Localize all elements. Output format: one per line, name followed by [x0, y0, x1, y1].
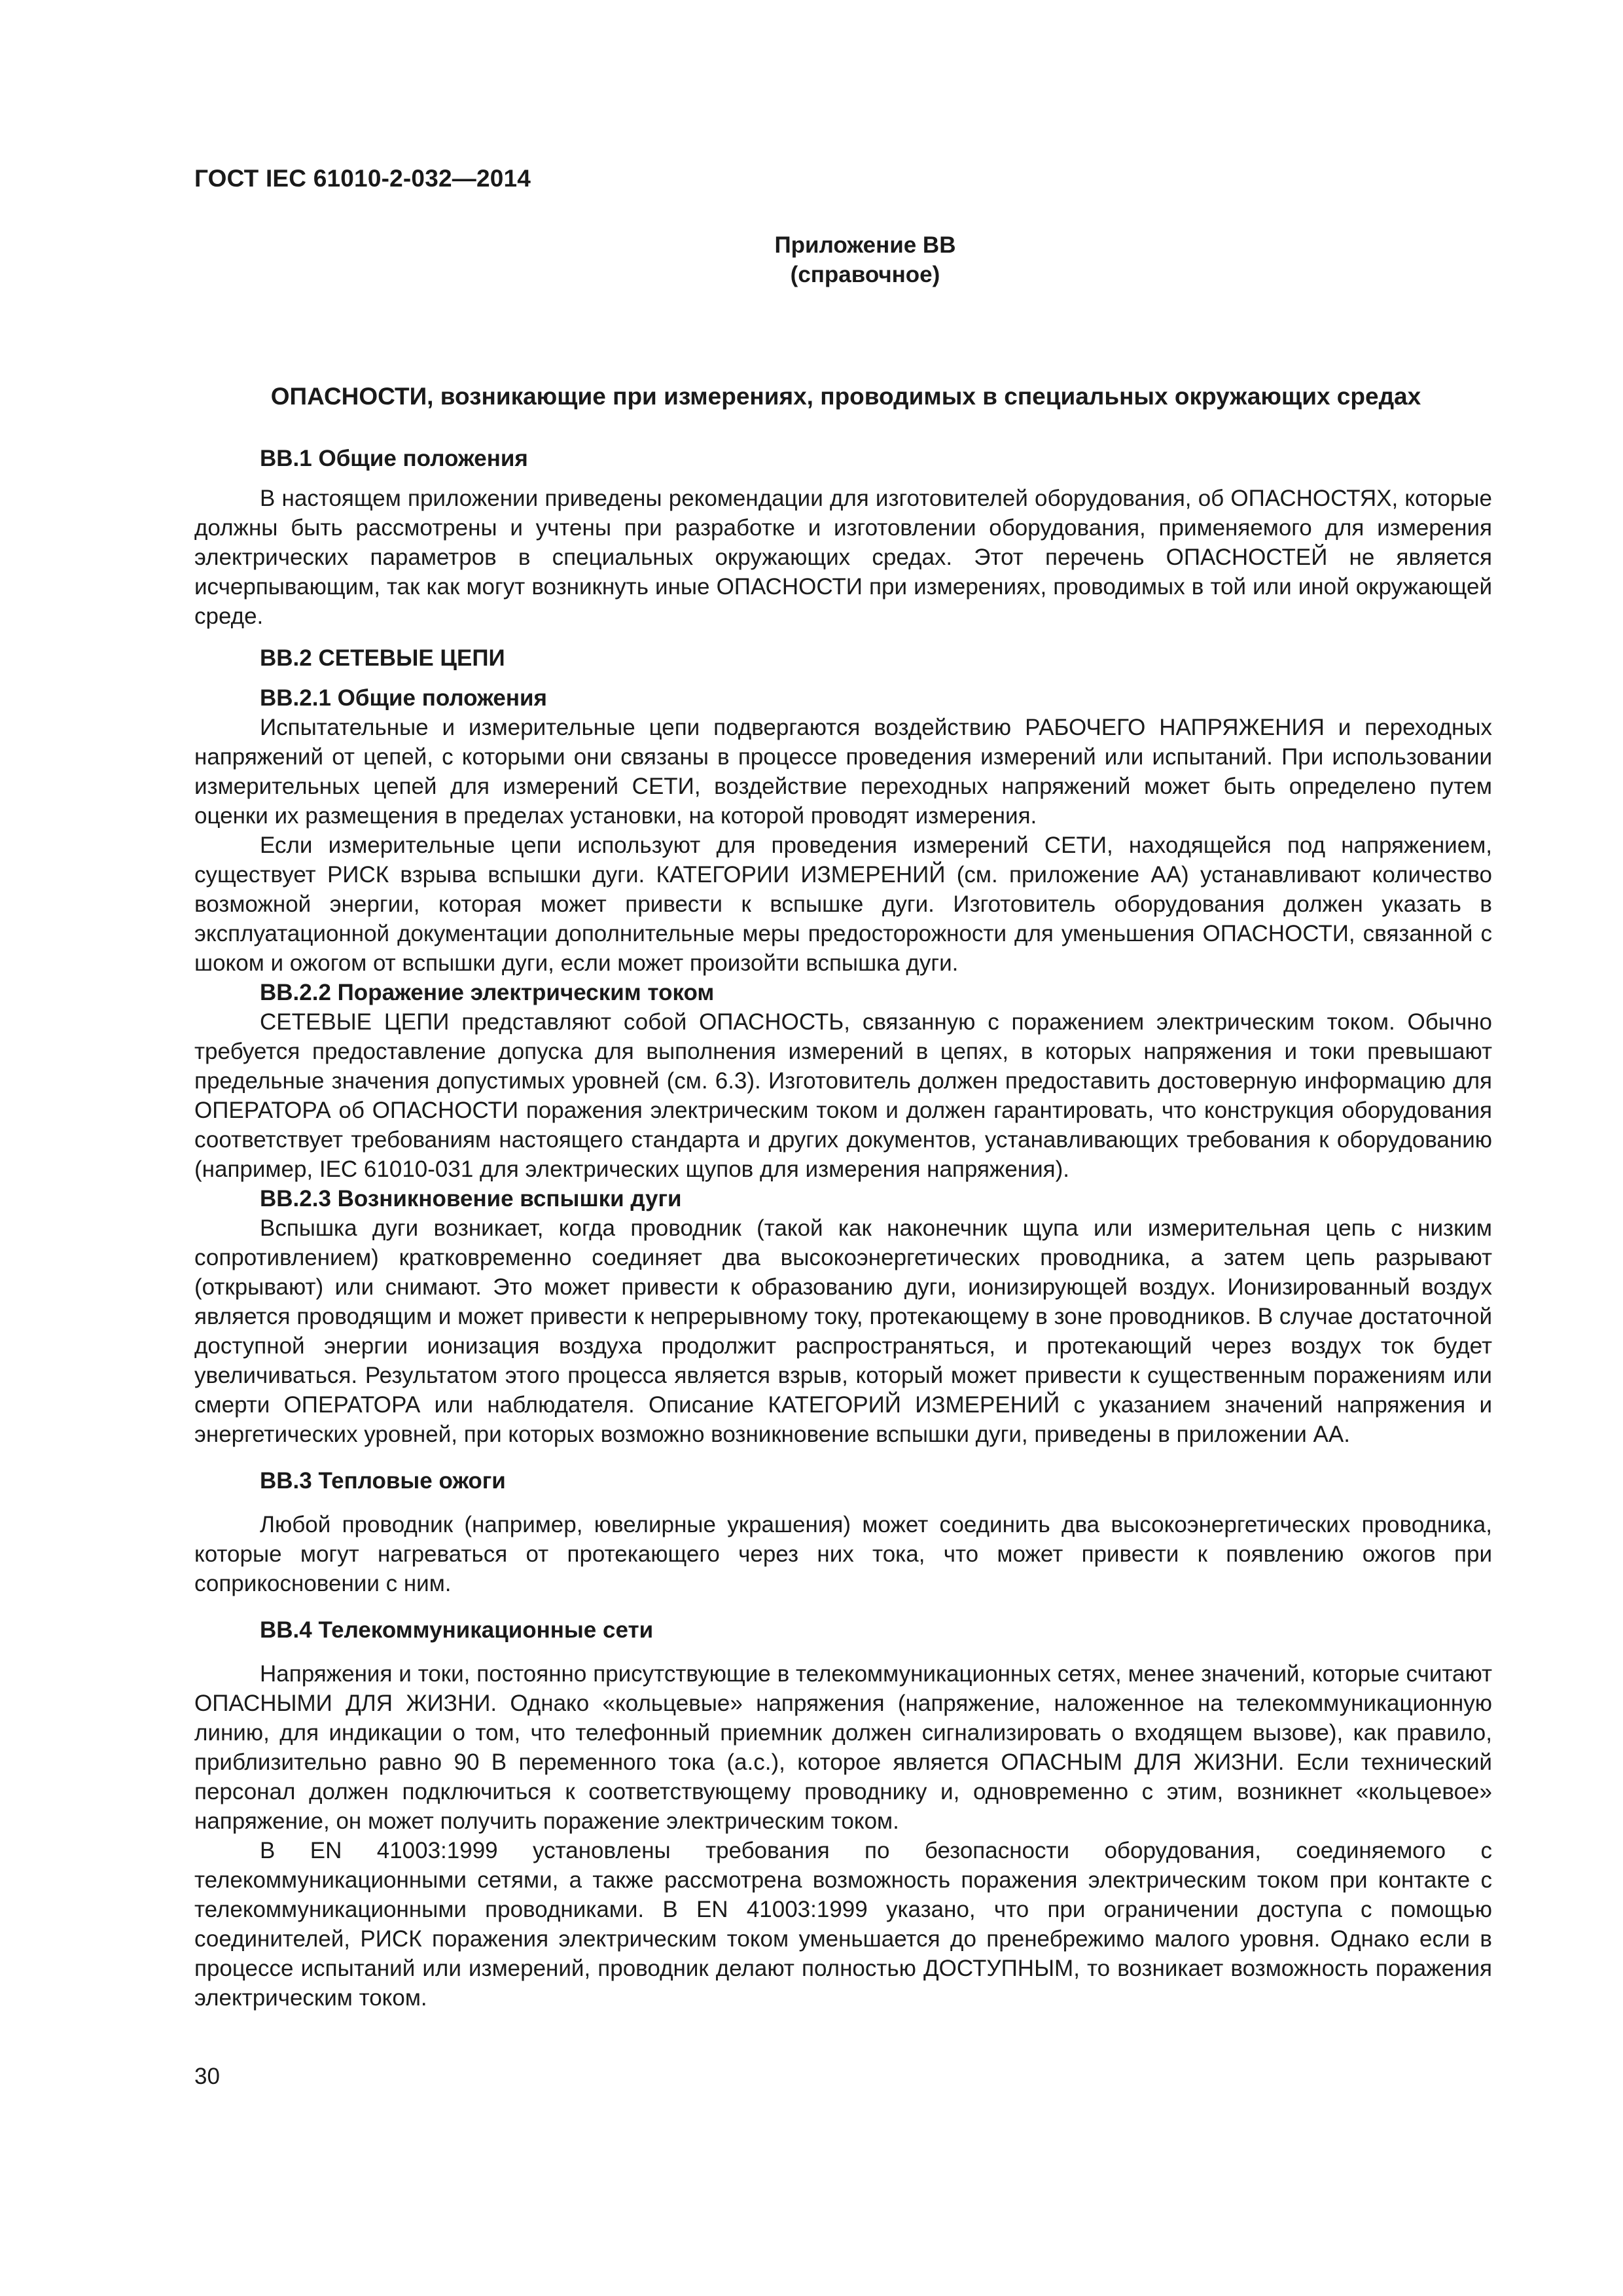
paragraph: Испытательные и измерительные цепи подвергаются воздействию РАБОЧЕГО НАПРЯЖЕНИЯ и переходных напряжений от цепей, с которыми они связаны в процессе проведения измерений или испытаний. При использовании измерительных цепей для измерений СЕТИ, воздействие переходных напряжений может быть определено путем оценки их размещения в пределах установки, на которой проводят измерения. [194, 715, 1492, 829]
paragraph: Любой проводник (например, ювелирные украшения) может соединить два высокоэнергетических проводника, которые могут нагреваться от протекающего через них тока, что может привести к появлению ожогов при соприкосновении с ним. [194, 1512, 1492, 1596]
section-heading: ВВ.2 СЕТЕВЫЕ ЦЕПИ [260, 645, 505, 671]
subsection-bb21 [194, 683, 1492, 978]
section-bb3 [194, 1466, 1492, 1598]
annex-status: (справочное) [790, 262, 940, 287]
paragraph: СЕТЕВЫЕ ЦЕПИ представляют собой ОПАСНОСТЬ, связанную с поражением электрическим током. Обычно требуется предоставление допуска для выполнения измерений в цепях, в которых напряжения и токи превышают предельные значения допустимых уровней (см. 6.3). Изготовитель должен предоставить достоверную информацию для ОПЕРАТОРА об ОПАСНОСТИ поражения электрическим током и должен гарантировать, что конструкция оборудования соответствует требованиям настоящего стандарта и других документов, устанавливающих требования к оборудованию (например, IEC 61010-031 для электрических щупов для измерения напряжения). [194, 1009, 1492, 1182]
section-bb4 [194, 1615, 1492, 2013]
subsection-heading: ВВ.2.2 Поражение электрическим током [260, 980, 715, 1005]
section-heading: ВВ.3 Тепловые ожоги [260, 1468, 506, 1494]
paragraph: В настоящем приложении приведены рекомендации для изготовителей оборудования, об ОПАСНОСТЯХ, которые должны быть рассмотрены и учтены при разработке и изготовлении оборудования, применяемого для измерения электрических параметров в специальных окружающих средах. Этот перечень ОПАСНОСТЕЙ не является исчерпывающим, так как могут возникнуть иные ОПАСНОСТИ при измерениях, проводимых в той или иной окружающей среде. [194, 486, 1492, 629]
subsection-heading: ВВ.2.1 Общие положения [260, 685, 547, 711]
section-bb1 [194, 444, 1492, 631]
subsection-bb22 [194, 978, 1492, 1184]
main-title: ОПАСНОСТИ, возникающие при измерениях, проводимых в специальных окружающих средах [270, 383, 1421, 410]
paragraph: Напряжения и токи, постоянно присутствующие в телекоммуникационных сетях, менее значений, которые считают ОПАСНЫМИ ДЛЯ ЖИЗНИ. Однако «кольцевые» напряжения (напряжение, наложенное на телекоммуникационную линию, для индикации о том, что телефонный приемник должен сигнализировать о входящем вызове), как правило, приблизительно равно 90 В переменного тока (а.с.), которое является ОПАСНЫМ ДЛЯ ЖИЗНИ. Если технический персонал должен подключиться к соответствующему проводнику и, одновременно с этим, возникнет «кольцевое» напряжение, он может получить поражение электрическим током. [194, 1661, 1492, 1834]
paragraph: В EN 41003:1999 установлены требования по безопасности оборудования, соединяемого с телекоммуникационными сетями, а также рассмотрена возможность поражения электрическим током при контакте с телекоммуникационными проводниками. В EN 41003:1999 указано, что при ограничении доступа с помощью соединителей, РИСК поражения электрическим током уменьшается до пренебрежимо малого уровня. Однако если в процессе испытаний или измерений, проводник делают полностью ДОСТУПНЫМ, то возникает возможность поражения электрическим током. [194, 1838, 1492, 2011]
section-heading: BB.1 Общие положения [260, 446, 528, 471]
section-bb2 [194, 643, 1492, 1449]
page-number: 30 [194, 2064, 220, 2089]
subsection-heading: ВВ.2.3 Возникновение вспышки дуги [260, 1186, 682, 1211]
subsection-bb23 [194, 1184, 1492, 1449]
paragraph: Вспышка дуги возникает, когда проводник (такой как наконечник щупа или измерительная цепь с низким сопротивлением) кратковременно соединяет два высокоэнергетических проводника, а затем цепь разрывают (открывают) или снимают. Это может привести к образованию дуги, ионизирующей воздух. Ионизированный воздух является проводящим и может привести к непрерывному току, протекающему в зоне проводников. В случае достаточной доступной энергии ионизация воздуха продолжит распространяться, и протекающий через воздух ток будет увеличиваться. Результатом этого процесса является взрыв, который может привести к существенным поражениям или смерти ОПЕРАТОРА или наблюдателя. Описание КАТЕГОРИЙ ИЗМЕРЕНИЙ с указанием значений напряжения и энергетических уровней, при которых возможно возникновение вспышки дуги, приведены в приложении АА. [194, 1215, 1492, 1447]
document-body [194, 382, 1492, 2013]
section-heading: ВВ.4 Телекоммуникационные сети [260, 1617, 654, 1643]
document-designation: ГОСТ IEC 61010-2-032—2014 [194, 165, 531, 192]
annex-title: Приложение ВВ [774, 232, 956, 258]
paragraph: Если измерительные цепи используют для проведения измерений СЕТИ, находящейся под напряжением, существует РИСК взрыва вспышки дуги. КАТЕГОРИИ ИЗМЕРЕНИЙ (см. приложение АА) устанавливают количество возможной энергии, которая может привести к вспышке дуги. Изготовитель оборудования должен указать в эксплуатационной документации дополнительные меры предосторожности для уменьшения ОПАСНОСТИ, связанной с шоком и ожогом от вспышки дуги, если может произойти вспышка дуги. [194, 833, 1492, 976]
